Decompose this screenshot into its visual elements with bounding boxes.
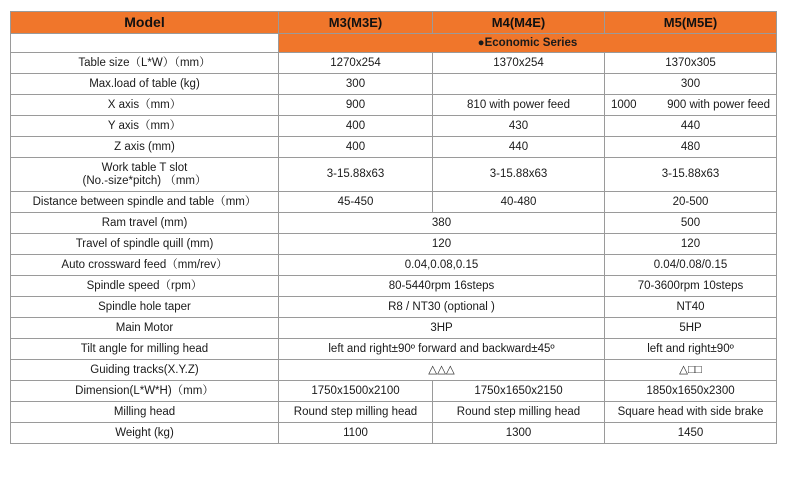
- cell-m5: 500: [605, 213, 777, 234]
- header-m5: M5(M5E): [605, 12, 777, 34]
- cell-m3: 400: [279, 116, 433, 137]
- cell-m4: 3-15.88x63: [433, 158, 605, 192]
- cell-m3-m4: 120: [279, 234, 605, 255]
- row-label-weight: Weight (kg): [11, 423, 279, 444]
- cell-m3: 400: [279, 137, 433, 158]
- cell-m4-empty: [433, 74, 605, 95]
- cell-m4: Round step milling head: [433, 402, 605, 423]
- cell-m3: 900: [279, 95, 433, 116]
- table-row: [11, 95, 777, 116]
- table-row: [11, 158, 777, 192]
- row-label-crossward-feed: Auto crossward feed（mm/rev）: [11, 255, 279, 276]
- spec-table: [10, 11, 777, 444]
- cell-m4: 1300: [433, 423, 605, 444]
- cell-m5: 5HP: [605, 318, 777, 339]
- cell-m3: 1100: [279, 423, 433, 444]
- row-label-spindle-speed: Spindle speed（rpm）: [11, 276, 279, 297]
- table-row: [11, 402, 777, 423]
- cell-m3-m4: 380: [279, 213, 605, 234]
- table-row: [11, 381, 777, 402]
- cell-m5-value-b: 900 with power feed: [667, 98, 770, 111]
- header-m4: M4(M4E): [433, 12, 605, 34]
- cell-m5: 1370x305: [605, 53, 777, 74]
- cell-m5: Square head with side brake: [605, 402, 777, 423]
- cell-m5: [605, 95, 777, 116]
- cell-m3: 1270x254: [279, 53, 433, 74]
- cell-m3-m4: 0.04,0.08,0.15: [279, 255, 605, 276]
- table-row: [11, 276, 777, 297]
- row-label-t-slot: [11, 158, 279, 192]
- header-m3: M3(M3E): [279, 12, 433, 34]
- row-label-table-size: Table size（L*W）（mm）: [11, 53, 279, 74]
- row-label-quill-travel: Travel of spindle quill (mm): [11, 234, 279, 255]
- cell-m5: 120: [605, 234, 777, 255]
- cell-m3-m4: △△△: [279, 360, 605, 381]
- cell-m5: 20-500: [605, 192, 777, 213]
- cell-m3-m4: 3HP: [279, 318, 605, 339]
- cell-m5: 70-3600rpm 10steps: [605, 276, 777, 297]
- row-label-hole-taper: Spindle hole taper: [11, 297, 279, 318]
- table-row: [11, 318, 777, 339]
- cell-m3: 1750x1500x2100: [279, 381, 433, 402]
- series-label: ●Economic Series: [279, 34, 777, 53]
- cell-m3-m4: R8 / NT30 (optional ): [279, 297, 605, 318]
- cell-m3: 3-15.88x63: [279, 158, 433, 192]
- table-row: [11, 423, 777, 444]
- table-row: [11, 116, 777, 137]
- table-row: [11, 192, 777, 213]
- cell-m5: 300: [605, 74, 777, 95]
- row-label-milling-head: Milling head: [11, 402, 279, 423]
- cell-m5-value-a: 1000: [611, 98, 637, 111]
- row-label-t-slot-line2: (No.-size*pitch) （mm）: [82, 174, 207, 187]
- cell-m5: NT40: [605, 297, 777, 318]
- cell-m3: Round step milling head: [279, 402, 433, 423]
- header-row: [11, 12, 777, 34]
- cell-m4: 430: [433, 116, 605, 137]
- row-label-dimension: Dimension(L*W*H)（mm）: [11, 381, 279, 402]
- row-label-y-axis: Y axis（mm）: [11, 116, 279, 137]
- spec-table-container: [10, 11, 776, 444]
- series-empty-cell: [11, 34, 279, 53]
- row-label-tilt-angle: Tilt angle for milling head: [11, 339, 279, 360]
- series-row: [11, 34, 777, 53]
- table-row: [11, 255, 777, 276]
- table-row: [11, 74, 777, 95]
- row-label-x-axis: X axis（mm）: [11, 95, 279, 116]
- cell-m5: left and right±90º: [605, 339, 777, 360]
- header-model: Model: [11, 12, 279, 34]
- row-label-spindle-table: Distance between spindle and table（mm）: [11, 192, 279, 213]
- cell-m5: 3-15.88x63: [605, 158, 777, 192]
- row-label-z-axis: Z axis (mm): [11, 137, 279, 158]
- row-label-ram-travel: Ram travel (mm): [11, 213, 279, 234]
- row-label-guiding-tracks: Guiding tracks(X.Y.Z): [11, 360, 279, 381]
- cell-m4: 1750x1650x2150: [433, 381, 605, 402]
- cell-m5: △□□: [605, 360, 777, 381]
- table-row: [11, 297, 777, 318]
- cell-m4: 40-480: [433, 192, 605, 213]
- cell-m3-m4: left and right±90º forward and backward±45º: [279, 339, 605, 360]
- row-label-t-slot-line1: Work table T slot: [101, 161, 188, 174]
- cell-m3-m4: 80-5440rpm 16steps: [279, 276, 605, 297]
- table-row: [11, 213, 777, 234]
- cell-m5: 480: [605, 137, 777, 158]
- cell-m5: 440: [605, 116, 777, 137]
- table-row: [11, 137, 777, 158]
- row-label-main-motor: Main Motor: [11, 318, 279, 339]
- cell-m5: 1450: [605, 423, 777, 444]
- table-row: [11, 339, 777, 360]
- cell-m5: 0.04/0.08/0.15: [605, 255, 777, 276]
- cell-m3: 300: [279, 74, 433, 95]
- row-label-max-load: Max.load of table (kg): [11, 74, 279, 95]
- table-row: [11, 53, 777, 74]
- cell-m3: 45-450: [279, 192, 433, 213]
- table-row: [11, 234, 777, 255]
- cell-m4: 1370x254: [433, 53, 605, 74]
- table-row: [11, 360, 777, 381]
- cell-m4: 810 with power feed: [433, 95, 605, 116]
- cell-m5: 1850x1650x2300: [605, 381, 777, 402]
- cell-m4: 440: [433, 137, 605, 158]
